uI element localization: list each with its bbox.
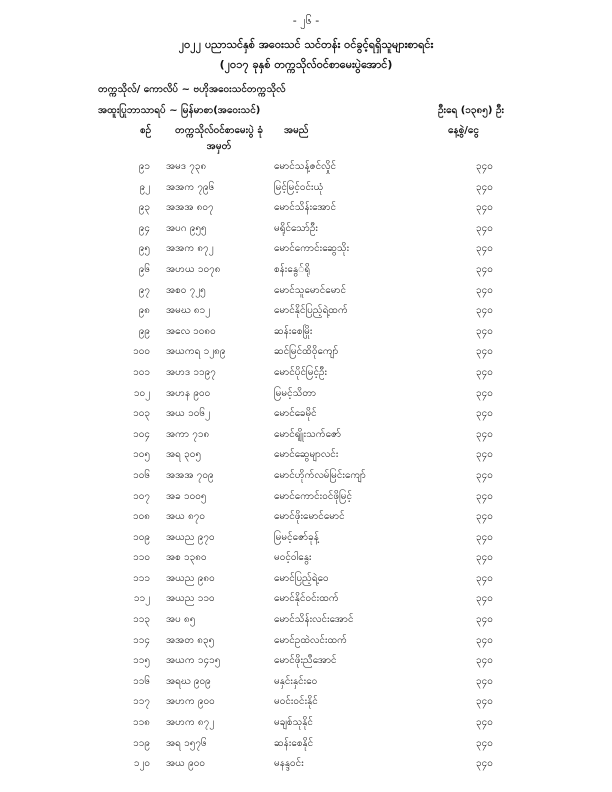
student-name: မဝင်းဝင်းနိုင် [274, 696, 318, 708]
document-subtitle: (၂၀၁၇ ခုနှစ် တက္ကသိုလ်ဝင်စာမေးပွဲအောင်) [219, 58, 393, 71]
student-name: မြင့်မြင့်ဝင်းယုံ [274, 181, 324, 193]
roll-number: အဟက ၈၇၂ [166, 717, 215, 729]
roll-number: အယည ၉၈၀ [166, 572, 215, 584]
table-row [0, 530, 612, 551]
row-value: ၃၄၀ [476, 634, 493, 646]
roll-number: အယည ၁၁၀ [166, 593, 215, 605]
row-number: ၁၀၆ [133, 469, 150, 481]
row-value: ၃၄၀ [476, 614, 493, 626]
university-line: တက္ကသိုလ်/ ကောလိပ် ~ ဗဟိုအဝေးသင်တက္ကသိုလ် [98, 84, 286, 95]
student-name: မြမင့်ဇော်ခုန့် [274, 531, 319, 543]
row-value: ၃၄၀ [476, 737, 493, 749]
roll-number: အပ ၈၅ [166, 614, 196, 626]
table-row [0, 674, 612, 695]
student-name: မောင်ပြည့်ရဲ့ဝေ [274, 572, 329, 584]
roll-number: အကာ ၇၁၈ [166, 428, 210, 440]
table-row [0, 612, 612, 633]
row-number: ၁၀၄ [133, 428, 150, 440]
table-row [0, 756, 612, 777]
row-value: ၃၄၀ [476, 490, 493, 502]
row-number: ၉၆ [138, 263, 150, 275]
row-number: ၁၀၂ [133, 387, 150, 399]
student-name: မောင်နိုင်ဝင်းထက် [274, 593, 339, 605]
row-value: ၃၄၀ [476, 408, 493, 420]
row-number: ၁၁၅ [133, 655, 150, 667]
student-name: ဆန်းစေမြိုး [274, 325, 313, 337]
table-row [0, 633, 612, 654]
row-value: ၃၄၀ [476, 366, 493, 378]
row-value: ၃၄၀ [476, 243, 493, 255]
row-number: ၉၄ [138, 222, 150, 234]
row-number: ၁၁၂ [133, 593, 150, 605]
table-row [0, 262, 612, 283]
row-number: ၉၂ [139, 181, 150, 193]
roll-number: အပဂ ၉၅၅ [166, 222, 207, 234]
student-name: ဆန်းစေနိုင် [274, 737, 314, 749]
student-name: မချစ်သုနိုင် [274, 717, 313, 729]
row-value: ၃၄၀ [476, 675, 493, 687]
row-number: ၁၁၁ [133, 572, 150, 584]
student-name: မောင်ဆွေမျာလင်း [274, 449, 339, 461]
table-row [0, 303, 612, 324]
row-value: ၃၄၀ [476, 346, 493, 358]
table-row [0, 468, 612, 489]
roll-number: အစ ၁၃၈၀ [166, 552, 207, 564]
row-value: ၃၄၀ [476, 511, 493, 523]
roll-number: အအက ၇၉၆ [166, 181, 215, 193]
roll-number: အရဃ ၉၀၉ [166, 675, 211, 687]
table-row [0, 344, 612, 365]
table-row [0, 591, 612, 612]
row-value: ၃၄၀ [476, 181, 493, 193]
student-name: မောင်နိုင်ပြည့်ရဲ့ထက် [274, 305, 348, 317]
student-name: မောင်ရျိုးသက်ဇော် [274, 428, 342, 440]
student-name: မြမင့်သိတာ [274, 387, 317, 399]
row-number: ၁၁၀ [133, 552, 150, 564]
student-name: မောင်သန့်ဇင်လှိုင် [274, 161, 337, 172]
roll-number: အယ ၈၇၀ [166, 511, 206, 523]
student-name: မနှင်းနှင်းဝေ [274, 675, 318, 687]
roll-number: အခ ၁၀၀၅ [166, 490, 207, 502]
row-value: ၃၄၀ [476, 449, 493, 461]
roll-number: အအက ၈၇၂ [166, 243, 214, 255]
table-row [0, 324, 612, 345]
roll-number: အစဝ ၇၂၅ [166, 284, 206, 296]
column-header-amount: နေ့စွဲ/ငွေ [448, 125, 479, 136]
student-name: မောင်ခေမိုင် [274, 408, 317, 420]
row-value: ၃၄၀ [476, 572, 493, 584]
student-name: မောင်သူမောင်မောင် [274, 284, 347, 296]
table-row [0, 283, 612, 304]
roll-number: အယ ၁၀၆၂ [166, 408, 210, 420]
table-row [0, 509, 612, 530]
roll-number: အမဃ ၈၁၂ [166, 305, 211, 317]
row-number: ၁၀၇ [133, 490, 150, 502]
roll-number: အအအ ၈၀၇ [166, 202, 214, 214]
roll-number: အမဒ ၇၃၈ [166, 161, 207, 172]
student-name: မောင်ကောင်းဆွေသိုး [274, 243, 350, 255]
row-number: ၁၀၉ [133, 531, 150, 543]
row-number: ၁၀၅ [133, 449, 150, 461]
table-row [0, 386, 612, 407]
row-value: ၃၄၀ [476, 593, 493, 605]
row-number: ၁၁၉ [133, 737, 150, 749]
row-number: ၉၈ [138, 305, 150, 317]
document-title: ၂၀၂၂ ပညာသင်နှစ် အဝေးသင် သင်တန်း ဝင်ခွင့်ရရှိသူများစာရင်း [178, 38, 434, 51]
student-name: မောင်ပိုင်မြင့်ဦး [274, 366, 328, 378]
roll-number: အယ ၉၀၀ [166, 758, 205, 770]
row-number: ၁၁၈ [133, 717, 150, 729]
roll-number: အလေ ၁၀၈၀ [166, 325, 216, 337]
table-row [0, 715, 612, 736]
row-value: ၃၄၀ [476, 655, 493, 667]
table-row [0, 180, 612, 201]
row-value: ၃၄၀ [476, 161, 493, 172]
column-header-roll: တက္ကသိုလ်ဝင်စာမေးပွဲ ခုံအမှတ် [175, 125, 263, 152]
row-value: ၃၄၀ [476, 552, 493, 564]
row-number: ၁၀၀ [133, 346, 150, 358]
row-number: ၁၁၄ [133, 634, 150, 646]
row-value: ၃၄၀ [476, 263, 493, 275]
count-line: ဦးရေ (၁၃၈၅) ဦး [438, 105, 505, 116]
student-name: စန်းနွေ်ရို [274, 263, 311, 275]
student-name: မောင်ဥထဲလင်းထက် [274, 634, 347, 646]
roll-number: အဟန ၉၀၀ [166, 387, 211, 399]
row-number: ၁၁၃ [133, 614, 150, 626]
row-number: ၁၀၁ [133, 366, 150, 378]
row-value: ၃၄၀ [476, 428, 493, 440]
roll-number: အရ ၁၅၇၆ [166, 737, 207, 749]
row-value: ၃၄၀ [476, 387, 493, 399]
row-value: ၃၄၀ [476, 696, 493, 708]
roll-number: အယကရ ၁၂၈၉ [166, 346, 226, 358]
table-row [0, 736, 612, 757]
row-number: ၉၃ [138, 202, 150, 214]
roll-number: အရ ၃၀၅ [166, 449, 201, 461]
student-name: မောင်သိန်းအောင် [274, 202, 337, 214]
table-row [0, 159, 612, 180]
row-number: ၉၉ [138, 325, 150, 337]
column-header-no: စဉ် [140, 125, 152, 136]
major-line: အထူးပြုဘာသာရပ် ~ မြန်မာစာ(အဝေးသင်) [98, 105, 261, 116]
student-name: မောင်ဟိုက်လမ်မြင်းကျော် [274, 469, 366, 481]
column-header-name: အမည် [284, 125, 309, 136]
page-number: - ၂၆ - [292, 14, 320, 27]
table-row [0, 550, 612, 571]
roll-number: အဟယ ၁၀၇၈ [166, 263, 221, 275]
roll-number: အဟက ၉၀၀ [166, 696, 215, 708]
student-name: မနန္ဒဝင်း [274, 758, 304, 770]
row-number: ၉၁ [138, 161, 150, 172]
row-value: ၃၄၀ [476, 202, 493, 214]
roll-number: အယက ၁၄၁၅ [166, 655, 221, 667]
table-row [0, 365, 612, 386]
row-value: ၃၄၀ [476, 469, 493, 481]
student-name: ဆင်မြင်ထိဝိုကျော် [274, 346, 339, 358]
student-name: မောင်ကောင်းဝင်ဖိုမြင့် [274, 490, 353, 502]
student-name: မောင်သိန်းလင်းအောင် [274, 614, 354, 626]
table-row [0, 447, 612, 468]
table-row [0, 489, 612, 510]
table-row [0, 571, 612, 592]
student-name: မရိုင်သော်ဦး [274, 222, 318, 234]
student-list [0, 159, 612, 777]
table-row [0, 653, 612, 674]
row-value: ၃၄၀ [476, 531, 493, 543]
table-row [0, 694, 612, 715]
roll-number: အအအ ၇၀၉ [166, 469, 214, 481]
row-number: ၁၁၆ [133, 675, 150, 687]
student-name: မောင်ဖိုးညီအောင် [274, 655, 337, 667]
row-value: ၃၄၀ [476, 717, 493, 729]
row-number: ၁၂၀ [133, 758, 150, 770]
row-number: ၁၀၈ [133, 511, 150, 523]
row-number: ၁၀၃ [133, 408, 150, 420]
row-number: ၁၁၇ [133, 696, 150, 708]
table-row [0, 200, 612, 221]
table-row [0, 241, 612, 262]
table-row [0, 221, 612, 242]
row-value: ၃၄၀ [476, 305, 493, 317]
roll-number: အအတ ၈၃၅ [166, 634, 215, 646]
roll-number: အယည ၉၇၀ [166, 531, 215, 543]
student-name: မောင်ဖိုးမောင်မောင် [274, 511, 345, 523]
row-value: ၃၄၀ [476, 325, 493, 337]
student-name: မဝင့်ဝါနွေး [274, 552, 312, 564]
table-row [0, 427, 612, 448]
row-number: ၉၅ [138, 243, 150, 255]
table-row [0, 406, 612, 427]
row-number: ၉၇ [138, 284, 150, 296]
roll-number: အဟဒ ၁၁၉၇ [166, 366, 216, 378]
row-value: ၃၄၀ [476, 222, 493, 234]
row-value: ၃၄၀ [476, 284, 493, 296]
row-value: ၃၄၀ [476, 758, 493, 770]
